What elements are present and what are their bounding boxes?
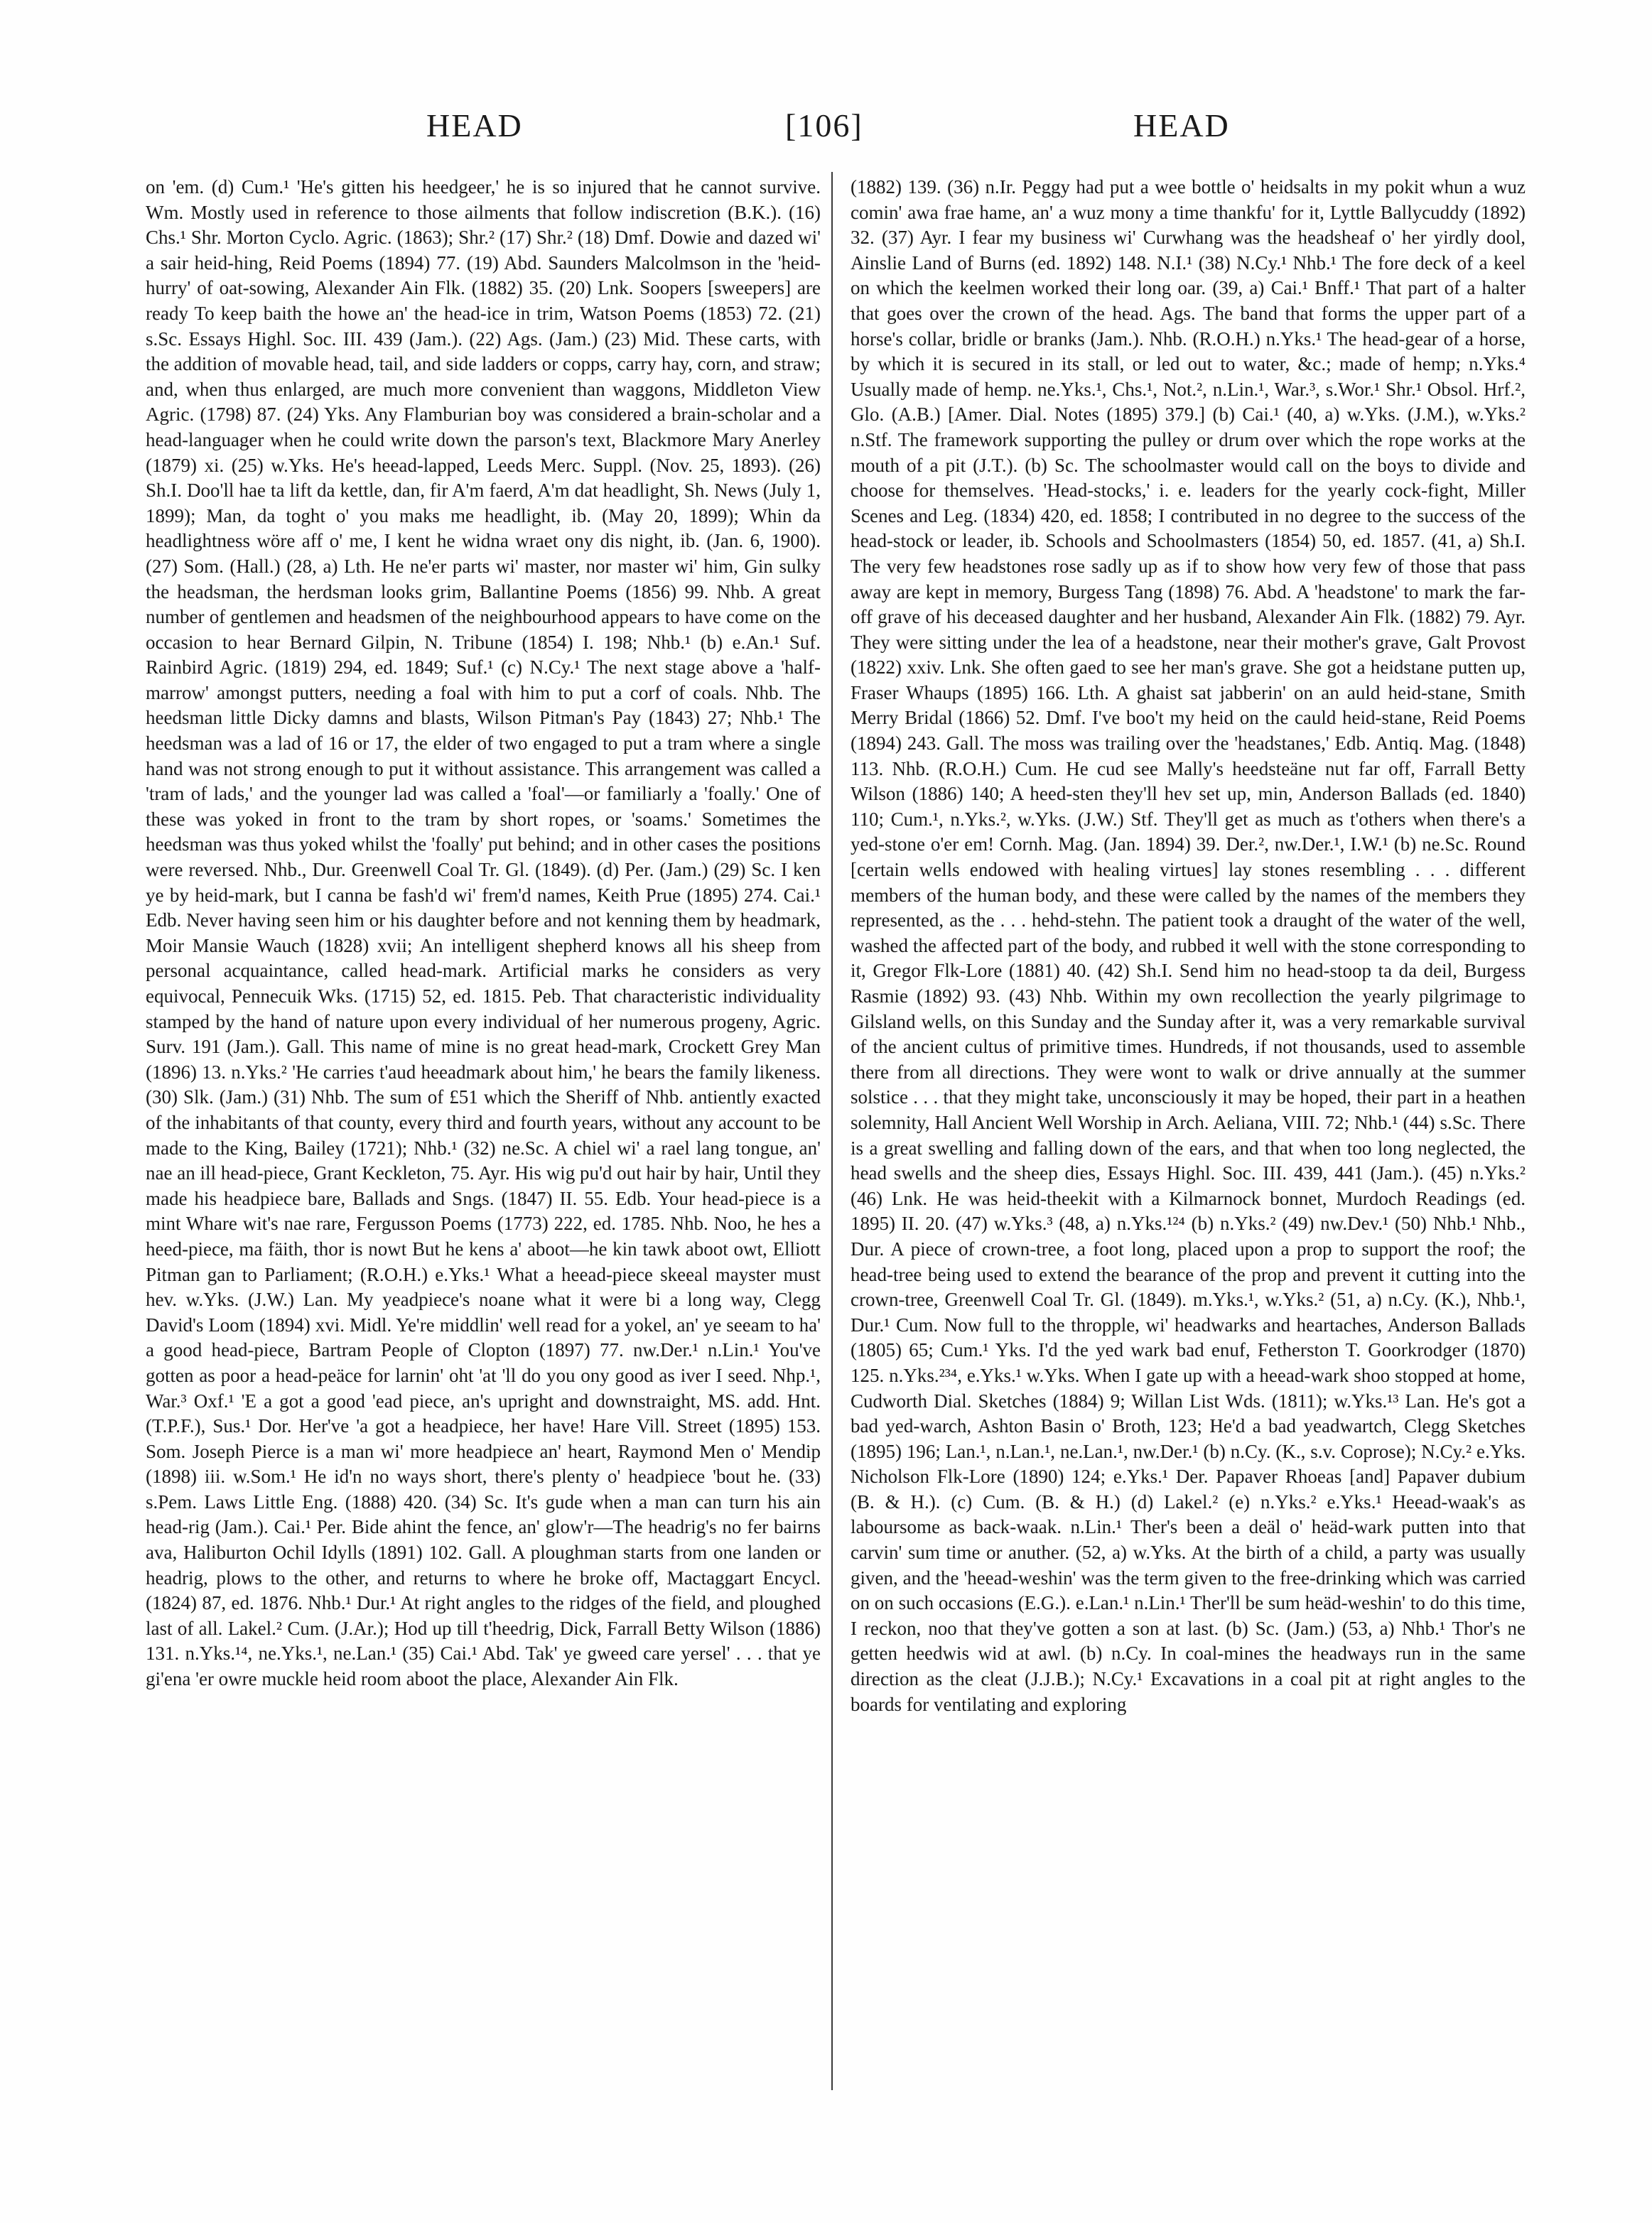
- left-column-text: on 'em. (d) Cum.¹ 'He's gitten his heedgeer,' he is so injured that he cannot survive. Wm. Mostly used in reference to those ailments that follow indiscretion (B.K.). (16) Chs.¹ Shr. Morton Cyclo. Agric. (1863); Shr.² (17) Shr.² (18) Dmf. Dowie and dazed wi' a sair heid-hing, Reid Poems (1894) 77. (19) Abd. Saunders Malcolmson in the 'heid-hurry' of oat-sowing, Alexander Ain Flk. (1882) 35. (20) Lnk. Soopers [sweepers] are ready To keep baith the howe an' the head-ice in trim, Watson Poems (1853) 72. (21) s.Sc. Essays Highl. Soc. III. 439 (Jam.). (22) Ags. (Jam.) (23) Mid. These carts, with the addition of movable head, tail, and side ladders or copps, carry hay, corn, and straw; and, when thus enlarged, are much more convenient than waggons, Middleton View Agric. (1798) 87. (24) Yks. Any Flamburian boy was considered a brain-scholar and a head-languager when he could write down the parson's text, Blackmore Mary Anerley (1879) xi. (25) w.Yks. He's heead-lapped, Leeds Merc. Suppl. (Nov. 25, 1893). (26) Sh.I. Doo'll hae ta lift da kettle, dan, fir A'm faerd, A'm dat headlight, Sh. News (July 1, 1899); Man, da toght o' you maks me headlight, ib. (May 20, 1899); Whin da headlightness wöre aff o' me, I kent he widna wraet ony dis night, ib. (Jan. 6, 1900). (27) Som. (Hall.) (28, a) Lth. He ne'er parts wi' master, nor master wi' him, Gin sulky the headsman, the herdsman looks grim, Ballantine Poems (1856) 99. Nhb. A great number of gentlemen and headsmen of the neighbourhood appears to have come on the occasion to hear Bernard Gilpin, N. Tribune (1854) I. 198; Nhb.¹ (b) e.An.¹ Suf. Rainbird Agric. (1819) 294, ed. 1849; Suf.¹ (c) N.Cy.¹ The next stage above a 'half-marrow' amongst putters, needing a foal with him to put a corf of coals. Nhb. The heedsman little Dicky damns and blasts, Wilson Pitman's Pay (1843) 27; Nhb.¹ The heedsman was a lad of 16 or 17, the elder of two engaged to put a tram where a single hand was not strong enough to put it without assistance. This arrangement was called a 'tram of lads,' and the younger lad was called a 'foal'—or familiarly a 'foally.' One of these was yoked in front to the tram by short ropes, or 'soams.' Sometimes the heedsman was thus yoked whilst the 'foally' put behind; and in other cases the positions were reversed. Nhb., Dur. Greenwell Coal Tr. Gl. (1849). (d) Per. (Jam.) (29) Sc. I ken ye by heid-mark, but I canna be fash'd wi' frem'd names, Keith Prue (1895) 274. Cai.¹ Edb. Never having seen him or his daughter before and not kenning them by headmark, Moir Mansie Wauch (1828) xvii; An intelligent shepherd knows all his sheep from personal acquaintance, called head-mark. Artificial marks he considers as very equivocal, Pennecuik Wks. (1715) 52, ed. 1815. Peb. That characteristic individuality stamped by the hand of nature upon every individual of her numerous progeny, Agric. Surv. 191 (Jam.). Gall. This name of mine is no great head-mark, Crockett Grey Man (1896) 13. n.Yks.² 'He carries t'aud heeadmark about him,' he bears the family likeness. (30) Slk. (Jam.) (31) Nhb. The sum of £51 which the Sheriff of Nhb. antiently exacted of the inhabitants of that county, every third and fourth years, without any account to be made to the King, Bailey (1721); Nhb.¹ (32) ne.Sc. A chiel wi' a rael lang tongue, an' nae an ill head-piece, Grant Keckleton, 75. Ayr. His wig pu'd out hair by hair, Until they made his headpiece bare, Ballads and Sngs. (1847) II. 55. Edb. Your head-piece is a mint Whare wit's nae rare, Fergusson Poems (1773) 222, ed. 1785. Nhb. Noo, he hes a heed-piece, ma fäith, thor is nowt But he kens a' aboot—he kin tawk aboot owt, Elliott Pitman gan to Parliament; (R.O.H.) e.Yks.¹ What a heead-piece skeeal mayster must hev. w.Yks. (J.W.) Lan. My yeadpiece's noane what it were bi a long way, Clegg David's Loom (1894) xvi. Midl. Ye're middlin' well read for a yokel, an' ye seeam to ha' a good head-piece, Bartram People of Clopton (1897) 77. nw.Der.¹ n.Lin.¹ You've gotten as poor a head-peäce for larnin' oht 'at 'll do you ony good as iver I seed. Nhp.¹, War.³ Oxf.¹ 'E a got a good 'ead piece, an's upright and downstraight, MS. add. Hnt. (T.P.F.), Sus.¹ Dor. Her've 'a got a headpiece, her have! Hare Vill. Street (1895) 153. Som. Joseph Pierce is a man wi' more headpiece an' heart, Raymond Men o' Mendip (1898) iii. w.Som.¹ He id'n no ways short, there's plenty o' headpiece 'bout he. (33) s.Pem. Laws Little Eng. (1888) 420. (34) Sc. It's gude when a man can turn his ain head-rig (Jam.). Cai.¹ Per. Bide ahint the fence, an' glow'r—The headrig's no fer bairns ava, Haliburton Ochil Idylls (1891) 102. Gall. A ploughman starts from one landen or headrig, plows to the other, and returns to where he broke off, Mactaggart Encycl. (1824) 87, ed. 1876. Nhb.¹ Dur.¹ At right angles to the ridges of the field, and ploughed last of all. Lakel.² Cum. (J.Ar.); Hod up till t'heedrig, Dick, Farrall Betty Wilson (1886) 131. n.Yks.¹⁴, ne.Yks.¹, ne.Lan.¹ (35) Cai.¹ Abd. Tak' ye gweed care yersel' . . . that ye gi'ena 'er owre muckle heid room aboot the place, Alexander Ain Flk.: [146, 176, 821, 1690]
- left-column: [146, 175, 821, 1692]
- running-head: [142, 107, 1521, 156]
- header-right-word: HEAD: [1133, 107, 1230, 144]
- right-column-text: (1882) 139. (36) n.Ir. Peggy had put a wee bottle o' heidsalts in my pokit whun a wuz comin' awa frae hame, an' a wuz mony a time thankfu' for it, Lyttle Ballycuddy (1892) 32. (37) Ayr. I fear my business wi' Curwhang was the headsheaf o' her yirdly dool, Ainslie Land of Burns (ed. 1892) 148. N.I.¹ (38) N.Cy.¹ Nhb.¹ The fore deck of a keel on which the keelmen worked their long oar. (39, a) Cai.¹ Bnff.¹ That part of a halter that goes over the crown of the head. Ags. The band that forms the upper part of a horse's collar, bridle or branks (Jam.). Nhb. (R.O.H.) n.Yks.¹ The head-gear of a horse, by which it is secured in its stall, or led out to water, &c.; made of hemp; n.Yks.⁴ Usually made of hemp. ne.Yks.¹, Chs.¹, Not.², n.Lin.¹, War.³, s.Wor.¹ Shr.¹ Obsol. Hrf.², Glo. (A.B.) [Amer. Dial. Notes (1895) 379.] (b) Cai.¹ (40, a) w.Yks. (J.M.), w.Yks.² n.Stf. The framework supporting the pulley or drum over which the rope works at the mouth of a pit (J.T.). (b) Sc. The schoolmaster would call on the boys to divide and choose for themselves. 'Head-stocks,' i. e. leaders for the yearly cock-fight, Miller Scenes and Leg. (1834) 420, ed. 1858; I contributed in no degree to the success of the head-stock or leader, ib. Schools and Schoolmasters (1854) 50, ed. 1857. (41, a) Sh.I. The very few headstones rose sadly up as if to show how very few of those that pass away are kept in memory, Burgess Tang (1898) 76. Abd. A 'headstone' to mark the far-off grave of his deceased daughter and her husband, Alexander Ain Flk. (1882) 79. Ayr. They were sitting under the lea of a headstone, near their mother's grave, Galt Provost (1822) xxiv. Lnk. She often gaed to see her man's grave. She got a heidstane putten up, Fraser Whaups (1895) 166. Lth. A ghaist sat jabberin' on an auld heid-stane, Smith Merry Bridal (1866) 52. Dmf. I've boo't my heid on the cauld heid-stane, Reid Poems (1894) 243. Gall. The moss was trailing over the 'headstanes,' Edb. Antiq. Mag. (1848) 113. Nhb. (R.O.H.) Cum. He cud see Mally's heedsteäne nut far off, Farrall Betty Wilson (1886) 140; A heed-sten they'll hev set up, min, Anderson Ballads (ed. 1840) 110; Cum.¹, n.Yks.², w.Yks. (J.W.) Stf. They'll get as much as t'others when there's a yed-stone o'er em! Cornh. Mag. (Jan. 1894) 39. Der.², nw.Der.¹, I.W.¹ (b) ne.Sc. Round [certain wells endowed with healing virtues] lay stones resembling . . . different members of the human body, and these were called by the names of the members they represented, as the . . . hehd-stehn. The patient took a draught of the water of the well, washed the affected part of the body, and rubbed it well with the stone corresponding to it, Gregor Flk-Lore (1881) 40. (42) Sh.I. Send him no head-stoop ta da deil, Burgess Rasmie (1892) 93. (43) Nhb. Within my own recollection the yearly pilgrimage to Gilsland wells, on this Sunday and the Sunday after it, was a very remarkable survival of the ancient cultus of primitive times. Hundreds, if not thousands, used to assemble there from all directions. They were wont to walk or drive annually at the summer solstice . . . that they might take, unconsciously it may be hoped, their part in a heathen solemnity, Hall Ancient Well Worship in Arch. Aeliana, VIII. 72; Nhb.¹ (44) s.Sc. There is a great swelling and falling down of the ears, and that when too long neglected, the head swells and the sheep dies, Essays Highl. Soc. III. 439, 441 (Jam.). (45) n.Yks.² (46) Lnk. He was heid-theekit with a Kilmarnock bonnet, Murdoch Readings (ed. 1895) II. 20. (47) w.Yks.³ (48, a) n.Yks.¹²⁴ (b) n.Yks.² (49) nw.Dev.¹ (50) Nhb.¹ Nhb., Dur. A piece of crown-tree, a foot long, placed upon a prop to support the roof; the head-tree being used to extend the bearance of the prop and prevent it cutting into the crown-tree, Greenwell Coal Tr. Gl. (1849). m.Yks.¹, w.Yks.² (51, a) n.Cy. (K.), Nhb.¹, Dur.¹ Cum. Now full to the thropple, wi' headwarks and heartaches, Anderson Ballads (1805) 65; Cum.¹ Yks. I'd the yed wark bad enuf, Fetherston T. Goorkrodger (1870) 125. n.Yks.²³⁴, e.Yks.¹ w.Yks. When I gate up with a heead-wark shoo stopped at home, Cudworth Dial. Sketches (1884) 9; Willan List Wds. (1811); w.Yks.¹³ Lan. He's got a bad yed-warch, Ashton Basin o' Broth, 123; He'd a bad yeadwartch, Clegg Sketches (1895) 196; Lan.¹, n.Lan.¹, ne.Lan.¹, nw.Der.¹ (b) n.Cy. (K., s.v. Coprose); N.Cy.² e.Yks. Nicholson Flk-Lore (1890) 124; e.Yks.¹ Der. Papaver Rhoeas [and] Papaver dubium (B. & H.). (c) Cum. (B. & H.) (d) Lakel.² (e) n.Yks.² e.Yks.¹ Heead-waak's as laboursome as back-waak. n.Lin.¹ Ther's been a deäl o' heäd-wark putten into that carvin' sum time or anuther. (52, a) w.Yks. At the birth of a child, a party was usually given, and the 'heead-weshin' was the term given to the free-drinking which was carried on on such occasions (E.G.). e.Lan.¹ n.Lin.¹ Ther'll be sum heäd-weshin' to do this time, I reckon, noo that they've gotten a son at last. (b) Sc. (Jam.) (53, a) Nhb.¹ Thor's ne getten heedwis wid at awl. (b) n.Cy. In coal-mines the headways run in the same direction as the cleat (J.J.B.); N.Cy.¹ Excavations in a coal pit at right angles to the boards for ventilating and exploring: [851, 176, 1526, 1715]
- header-left-word: HEAD: [426, 107, 523, 144]
- right-column: [851, 175, 1526, 1717]
- page-number: [106]: [785, 107, 863, 144]
- column-divider: [831, 172, 833, 2090]
